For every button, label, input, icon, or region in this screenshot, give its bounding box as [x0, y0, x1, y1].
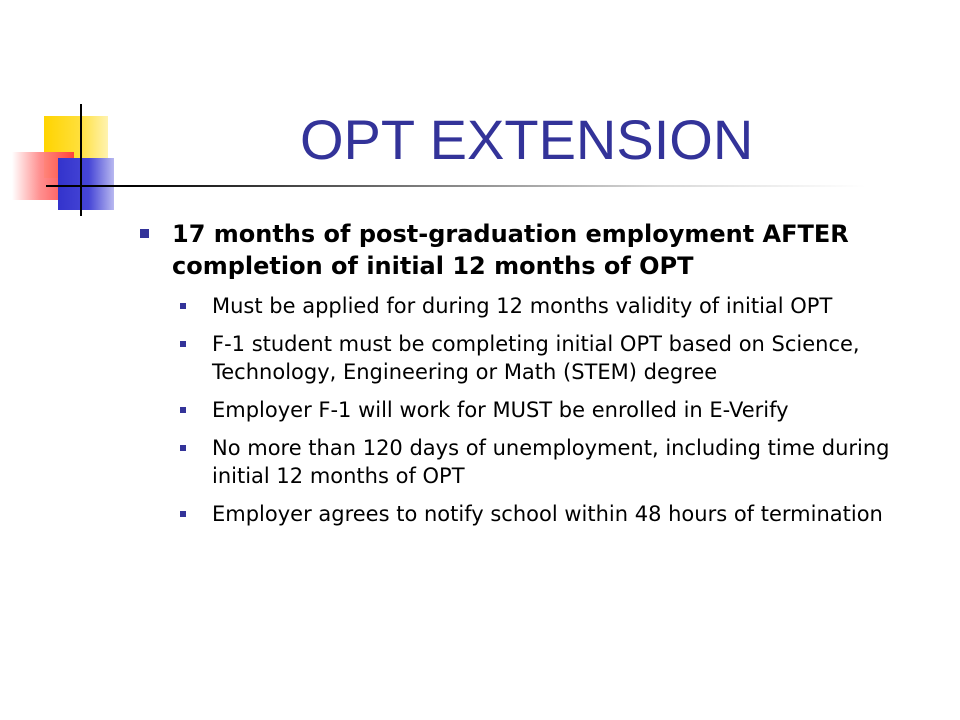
sub-bullet-text: Employer F-1 will work for MUST be enrolled in E-Verify — [212, 398, 789, 422]
title-underline-rule — [46, 185, 866, 187]
small-square-bullet-icon — [180, 341, 186, 347]
small-square-bullet-icon — [180, 445, 186, 451]
small-square-bullet-icon — [180, 303, 186, 309]
sub-bullet-list — [136, 292, 926, 528]
decorative-squares-graphic — [0, 0, 140, 230]
main-bullet — [136, 218, 926, 282]
main-bullet-text: 17 months of post-graduation employment AFTER completion of initial 12 months of OPT — [172, 220, 849, 280]
sub-bullet-item — [178, 434, 926, 490]
sub-bullet-item — [178, 292, 926, 320]
sub-bullet-text: F-1 student must be completing initial OPT based on Science, Technology, Engineering or Math (STEM) degree — [212, 332, 860, 384]
sub-bullet-text: Employer agrees to notify school within 48 hours of termination — [212, 502, 883, 526]
sub-bullet-item — [178, 396, 926, 424]
small-square-bullet-icon — [180, 511, 186, 517]
sub-bullet-item — [178, 500, 926, 528]
vertical-rule — [80, 104, 82, 216]
slide-body — [136, 218, 926, 538]
sub-bullet-item — [178, 330, 926, 386]
blue-square-shape — [58, 158, 114, 210]
square-bullet-icon — [140, 229, 149, 238]
sub-bullet-text: No more than 120 days of unemployment, including time during initial 12 months of OPT — [212, 436, 890, 488]
small-square-bullet-icon — [180, 407, 186, 413]
sub-bullet-text: Must be applied for during 12 months validity of initial OPT — [212, 294, 833, 318]
slide-title: OPT EXTENSION — [300, 108, 754, 171]
